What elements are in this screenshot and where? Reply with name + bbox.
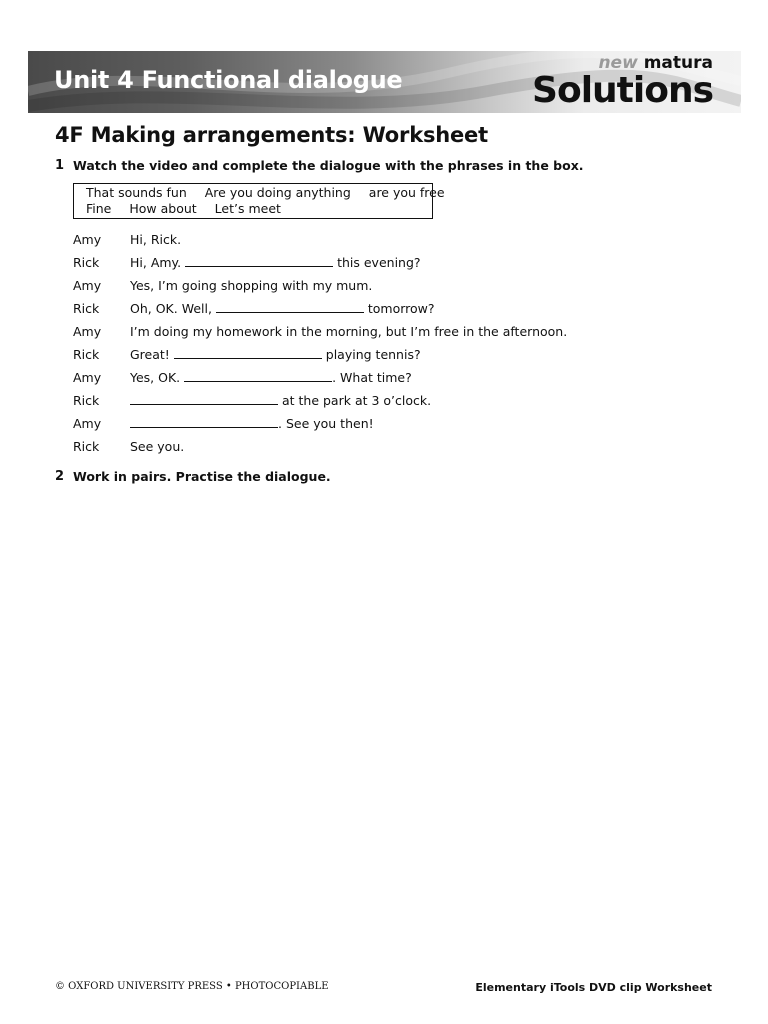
speaker-name: Rick — [73, 301, 100, 316]
answer-blank[interactable] — [130, 391, 278, 405]
dialogue-text-after: at the park at 3 o’clock. — [278, 393, 432, 408]
exercise-1-instruction: Watch the video and complete the dialogue with the phrases in the box. — [73, 158, 584, 173]
dialogue-text-before: Hi, Rick. — [130, 232, 182, 247]
phrase-box — [73, 183, 445, 219]
answer-blank[interactable] — [185, 253, 333, 267]
unit-title: Unit 4 Functional dialogue — [54, 66, 403, 94]
speaker-name: Rick — [73, 439, 100, 454]
dialogue-text-before: Oh, OK. Well, — [130, 301, 216, 316]
dialogue-text — [130, 368, 412, 388]
dialogue-text-after: this evening? — [333, 255, 421, 270]
dialogue-text-after: tomorrow? — [363, 301, 435, 316]
dialogue-line — [0, 368, 768, 388]
dialogue-line — [0, 322, 768, 342]
phrase-item: Fine — [86, 201, 112, 216]
speaker-name: Amy — [73, 278, 102, 293]
dialogue-text-before: I’m doing my homework in the morning, but I’m free in the afternoon. — [130, 324, 568, 339]
solutions-logo — [532, 53, 713, 109]
dialogue-text-before: Yes, I’m going shopping with my mum. — [130, 278, 373, 293]
dialogue-text — [130, 414, 374, 434]
dialogue-text — [130, 230, 181, 250]
worksheet-title: 4F Making arrangements: Worksheet — [55, 123, 488, 147]
dialogue-line — [0, 299, 768, 319]
speaker-name: Amy — [73, 416, 102, 431]
unit-banner — [28, 51, 741, 113]
logo-matura-text: matura — [643, 53, 713, 73]
exercise-1-number: 1 — [55, 158, 65, 173]
exercise-2-instruction: Work in pairs. Practise the dialogue. — [73, 469, 331, 484]
dialogue-text — [130, 253, 421, 273]
dialogue-text-before: Great! — [130, 347, 174, 362]
worksheet-series-footer: Elementary iTools DVD clip Worksheet — [475, 981, 712, 994]
speaker-name: Amy — [73, 232, 102, 247]
speaker-name: Amy — [73, 324, 102, 339]
phrase-item: That sounds fun — [86, 185, 187, 200]
phrase-item: Are you doing anything — [204, 185, 351, 200]
dialogue-line — [0, 345, 768, 365]
phrase-item: How about — [129, 201, 197, 216]
dialogue-line — [0, 437, 768, 457]
copyright-footer: © OXFORD UNIVERSITY PRESS • PHOTOCOPIABLE — [55, 981, 329, 992]
dialogue-line — [0, 414, 768, 434]
answer-blank[interactable] — [184, 368, 332, 382]
dialogue-line — [0, 276, 768, 296]
dialogue-text — [130, 391, 431, 411]
speaker-name: Rick — [73, 347, 100, 362]
dialogue-text — [130, 299, 435, 319]
dialogue-text — [130, 345, 421, 365]
dialogue-line — [0, 253, 768, 273]
phrase-item: are you free — [368, 185, 445, 200]
dialogue-text — [130, 437, 184, 457]
speaker-name: Rick — [73, 393, 100, 408]
answer-blank[interactable] — [130, 414, 278, 428]
answer-blank[interactable] — [174, 345, 322, 359]
logo-new-text: new — [598, 53, 638, 73]
exercise-2-number: 2 — [55, 469, 65, 484]
dialogue-line — [0, 230, 768, 250]
logo-solutions-text: Solutions — [532, 70, 713, 111]
phrase-item: Let’s meet — [214, 201, 281, 216]
dialogue-text-before: Yes, OK. — [130, 370, 185, 385]
speaker-name: Rick — [73, 255, 100, 270]
dialogue-text-after: . What time? — [332, 370, 412, 385]
dialogue-text-before: Hi, Amy. — [130, 255, 186, 270]
answer-blank[interactable] — [216, 299, 364, 313]
dialogue-text-before: See you. — [130, 439, 185, 454]
dialogue-text — [130, 276, 372, 296]
dialogue-line — [0, 391, 768, 411]
dialogue-text — [130, 322, 567, 342]
dialogue-text-after: playing tennis? — [321, 347, 421, 362]
dialogue-text-after: . See you then! — [278, 416, 374, 431]
speaker-name: Amy — [73, 370, 102, 385]
